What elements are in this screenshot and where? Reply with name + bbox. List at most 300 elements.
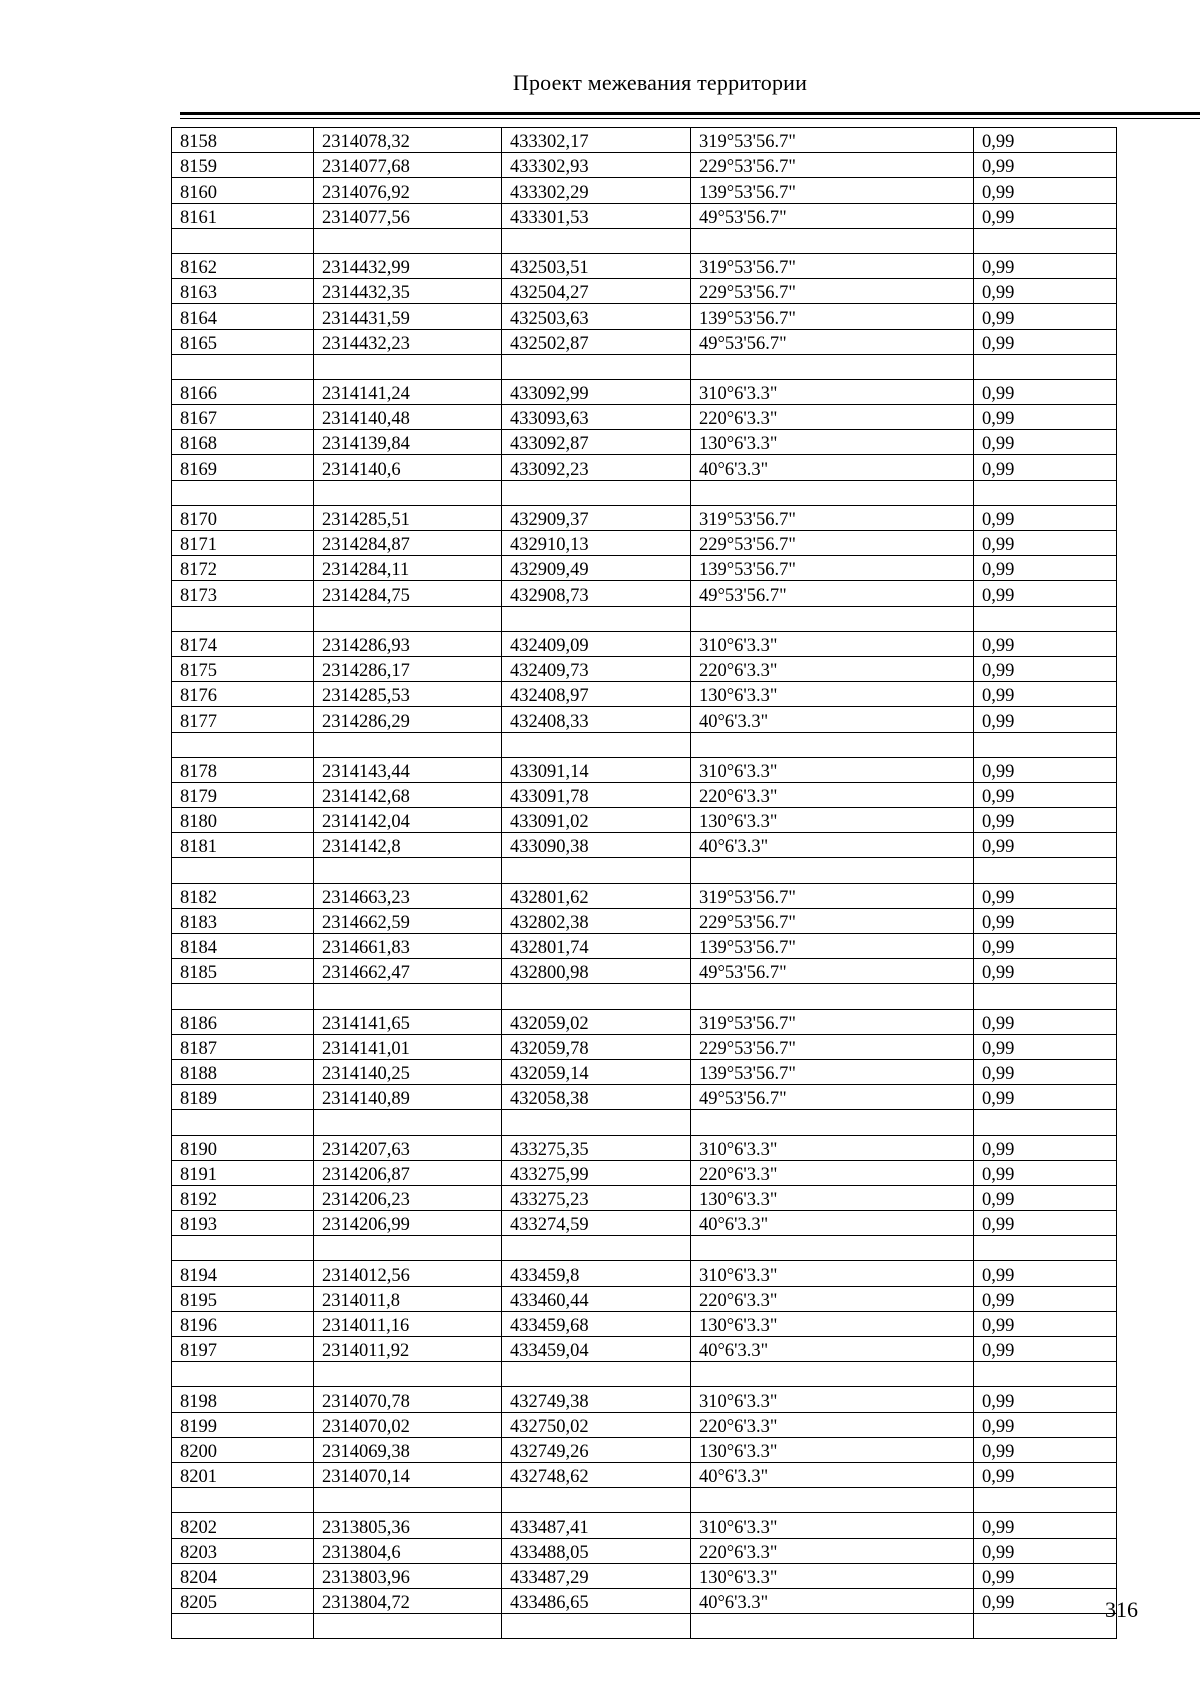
x-coordinate-cell: 2314011,8 (314, 1286, 502, 1311)
table-row (172, 757, 1117, 782)
distance-cell: 0,99 (974, 1085, 1117, 1110)
point-number-cell: 8181 (172, 833, 314, 858)
empty-cell (172, 480, 314, 505)
point-number-cell: 8165 (172, 329, 314, 354)
point-number-cell: 8184 (172, 934, 314, 959)
distance-cell: 0,99 (974, 505, 1117, 530)
empty-cell (691, 228, 974, 253)
separator-row (172, 606, 1117, 631)
point-number-cell: 8160 (172, 178, 314, 203)
table-row (172, 128, 1117, 153)
table-row (172, 1059, 1117, 1084)
distance-cell: 0,99 (974, 656, 1117, 681)
table-row (172, 1412, 1117, 1437)
table-row (172, 279, 1117, 304)
empty-cell (172, 732, 314, 757)
y-coordinate-cell: 432059,14 (502, 1059, 691, 1084)
separator-row (172, 1110, 1117, 1135)
x-coordinate-cell: 2313803,96 (314, 1563, 502, 1588)
x-coordinate-cell: 2313804,6 (314, 1538, 502, 1563)
point-number-cell: 8195 (172, 1286, 314, 1311)
x-coordinate-cell: 2314284,87 (314, 531, 502, 556)
distance-cell: 0,99 (974, 556, 1117, 581)
y-coordinate-cell: 433302,29 (502, 178, 691, 203)
distance-cell: 0,99 (974, 1412, 1117, 1437)
point-number-cell: 8187 (172, 1034, 314, 1059)
point-number-cell: 8192 (172, 1185, 314, 1210)
table-row (172, 631, 1117, 656)
x-coordinate-cell: 2314206,99 (314, 1211, 502, 1236)
empty-cell (974, 1488, 1117, 1513)
distance-cell: 0,99 (974, 1337, 1117, 1362)
x-coordinate-cell: 2314432,35 (314, 279, 502, 304)
y-coordinate-cell: 432749,26 (502, 1437, 691, 1462)
point-number-cell: 8197 (172, 1337, 314, 1362)
point-number-cell: 8199 (172, 1412, 314, 1437)
y-coordinate-cell: 433093,63 (502, 405, 691, 430)
x-coordinate-cell: 2314140,89 (314, 1085, 502, 1110)
y-coordinate-cell: 433460,44 (502, 1286, 691, 1311)
x-coordinate-cell: 2314432,23 (314, 329, 502, 354)
direction-angle-cell: 130°6'3.3" (691, 808, 974, 833)
y-coordinate-cell: 432802,38 (502, 908, 691, 933)
empty-cell (974, 354, 1117, 379)
y-coordinate-cell: 432059,02 (502, 1009, 691, 1034)
empty-cell (314, 732, 502, 757)
direction-angle-cell: 310°6'3.3" (691, 379, 974, 404)
distance-cell: 0,99 (974, 833, 1117, 858)
empty-cell (974, 984, 1117, 1009)
y-coordinate-cell: 433302,17 (502, 128, 691, 153)
distance-cell: 0,99 (974, 531, 1117, 556)
direction-angle-cell: 310°6'3.3" (691, 757, 974, 782)
separator-row (172, 858, 1117, 883)
table-row (172, 883, 1117, 908)
empty-cell (691, 858, 974, 883)
direction-angle-cell: 220°6'3.3" (691, 656, 974, 681)
distance-cell: 0,99 (974, 631, 1117, 656)
x-coordinate-cell: 2314206,23 (314, 1185, 502, 1210)
empty-cell (974, 1236, 1117, 1261)
table-row (172, 1160, 1117, 1185)
point-number-cell: 8196 (172, 1311, 314, 1336)
empty-cell (502, 984, 691, 1009)
direction-angle-cell: 139°53'56.7" (691, 304, 974, 329)
direction-angle-cell: 220°6'3.3" (691, 1286, 974, 1311)
empty-cell (691, 1362, 974, 1387)
table-row (172, 1387, 1117, 1412)
table-row (172, 1261, 1117, 1286)
direction-angle-cell: 139°53'56.7" (691, 178, 974, 203)
direction-angle-cell: 49°53'56.7" (691, 203, 974, 228)
distance-cell: 0,99 (974, 279, 1117, 304)
table-row (172, 253, 1117, 278)
table-row (172, 1085, 1117, 1110)
separator-row (172, 480, 1117, 505)
x-coordinate-cell: 2314284,11 (314, 556, 502, 581)
x-coordinate-cell: 2314285,51 (314, 505, 502, 530)
y-coordinate-cell: 433275,35 (502, 1135, 691, 1160)
empty-cell (314, 1110, 502, 1135)
empty-cell (172, 606, 314, 631)
empty-cell (691, 606, 974, 631)
point-number-cell: 8183 (172, 908, 314, 933)
direction-angle-cell: 220°6'3.3" (691, 782, 974, 807)
table-row (172, 1513, 1117, 1538)
y-coordinate-cell: 433275,99 (502, 1160, 691, 1185)
distance-cell: 0,99 (974, 1538, 1117, 1563)
x-coordinate-cell: 2314077,68 (314, 153, 502, 178)
separator-row (172, 228, 1117, 253)
point-number-cell: 8202 (172, 1513, 314, 1538)
empty-cell (691, 984, 974, 1009)
separator-row (172, 354, 1117, 379)
coordinates-table (171, 127, 1117, 1639)
table-row (172, 1563, 1117, 1588)
empty-cell (172, 984, 314, 1009)
point-number-cell: 8176 (172, 682, 314, 707)
direction-angle-cell: 130°6'3.3" (691, 1311, 974, 1336)
y-coordinate-cell: 433090,38 (502, 833, 691, 858)
table-row (172, 556, 1117, 581)
empty-cell (691, 1236, 974, 1261)
y-coordinate-cell: 433488,05 (502, 1538, 691, 1563)
empty-cell (691, 1488, 974, 1513)
direction-angle-cell: 229°53'56.7" (691, 908, 974, 933)
distance-cell: 0,99 (974, 1563, 1117, 1588)
x-coordinate-cell: 2314286,17 (314, 656, 502, 681)
direction-angle-cell: 310°6'3.3" (691, 1513, 974, 1538)
separator-row (172, 732, 1117, 757)
table-row (172, 430, 1117, 455)
separator-row (172, 1488, 1117, 1513)
table-row (172, 707, 1117, 732)
y-coordinate-cell: 433487,41 (502, 1513, 691, 1538)
table-row (172, 1135, 1117, 1160)
point-number-cell: 8204 (172, 1563, 314, 1588)
table-row (172, 1034, 1117, 1059)
table-row (172, 959, 1117, 984)
y-coordinate-cell: 432503,63 (502, 304, 691, 329)
direction-angle-cell: 319°53'56.7" (691, 505, 974, 530)
y-coordinate-cell: 432504,27 (502, 279, 691, 304)
y-coordinate-cell: 432909,49 (502, 556, 691, 581)
point-number-cell: 8158 (172, 128, 314, 153)
y-coordinate-cell: 432503,51 (502, 253, 691, 278)
y-coordinate-cell: 433486,65 (502, 1588, 691, 1613)
point-number-cell: 8161 (172, 203, 314, 228)
point-number-cell: 8167 (172, 405, 314, 430)
x-coordinate-cell: 2314206,87 (314, 1160, 502, 1185)
x-coordinate-cell: 2314141,24 (314, 379, 502, 404)
y-coordinate-cell: 433487,29 (502, 1563, 691, 1588)
empty-cell (314, 858, 502, 883)
empty-cell (314, 1488, 502, 1513)
y-coordinate-cell: 433091,02 (502, 808, 691, 833)
point-number-cell: 8166 (172, 379, 314, 404)
empty-cell (502, 732, 691, 757)
table-row (172, 455, 1117, 480)
table-row (172, 934, 1117, 959)
distance-cell: 0,99 (974, 1387, 1117, 1412)
empty-cell (502, 1614, 691, 1639)
point-number-cell: 8193 (172, 1211, 314, 1236)
table-row (172, 531, 1117, 556)
table-row (172, 1185, 1117, 1210)
y-coordinate-cell: 432909,37 (502, 505, 691, 530)
point-number-cell: 8171 (172, 531, 314, 556)
direction-angle-cell: 220°6'3.3" (691, 1412, 974, 1437)
point-number-cell: 8174 (172, 631, 314, 656)
point-number-cell: 8177 (172, 707, 314, 732)
distance-cell: 0,99 (974, 253, 1117, 278)
distance-cell: 0,99 (974, 757, 1117, 782)
x-coordinate-cell: 2314285,53 (314, 682, 502, 707)
empty-cell (502, 1488, 691, 1513)
empty-cell (172, 1614, 314, 1639)
point-number-cell: 8163 (172, 279, 314, 304)
x-coordinate-cell: 2314284,75 (314, 581, 502, 606)
empty-cell (974, 480, 1117, 505)
table-row (172, 1337, 1117, 1362)
distance-cell: 0,99 (974, 782, 1117, 807)
x-coordinate-cell: 2314070,02 (314, 1412, 502, 1437)
distance-cell: 0,99 (974, 430, 1117, 455)
empty-cell (314, 1362, 502, 1387)
x-coordinate-cell: 2314142,04 (314, 808, 502, 833)
point-number-cell: 8175 (172, 656, 314, 681)
distance-cell: 0,99 (974, 329, 1117, 354)
distance-cell: 0,99 (974, 883, 1117, 908)
x-coordinate-cell: 2314661,83 (314, 934, 502, 959)
y-coordinate-cell: 432408,33 (502, 707, 691, 732)
distance-cell: 0,99 (974, 405, 1117, 430)
point-number-cell: 8173 (172, 581, 314, 606)
y-coordinate-cell: 432749,38 (502, 1387, 691, 1412)
x-coordinate-cell: 2314663,23 (314, 883, 502, 908)
separator-row (172, 1236, 1117, 1261)
y-coordinate-cell: 432750,02 (502, 1412, 691, 1437)
distance-cell: 0,99 (974, 682, 1117, 707)
empty-cell (314, 354, 502, 379)
table-row (172, 1009, 1117, 1034)
direction-angle-cell: 49°53'56.7" (691, 581, 974, 606)
point-number-cell: 8169 (172, 455, 314, 480)
direction-angle-cell: 229°53'56.7" (691, 279, 974, 304)
point-number-cell: 8194 (172, 1261, 314, 1286)
empty-cell (314, 606, 502, 631)
direction-angle-cell: 310°6'3.3" (691, 631, 974, 656)
table-row (172, 329, 1117, 354)
y-coordinate-cell: 432801,62 (502, 883, 691, 908)
x-coordinate-cell: 2314141,65 (314, 1009, 502, 1034)
empty-cell (691, 732, 974, 757)
point-number-cell: 8200 (172, 1437, 314, 1462)
y-coordinate-cell: 432058,38 (502, 1085, 691, 1110)
direction-angle-cell: 319°53'56.7" (691, 253, 974, 278)
distance-cell: 0,99 (974, 128, 1117, 153)
direction-angle-cell: 49°53'56.7" (691, 329, 974, 354)
y-coordinate-cell: 432409,73 (502, 656, 691, 681)
x-coordinate-cell: 2314011,16 (314, 1311, 502, 1336)
x-coordinate-cell: 2314207,63 (314, 1135, 502, 1160)
empty-cell (691, 480, 974, 505)
distance-cell: 0,99 (974, 1261, 1117, 1286)
point-number-cell: 8164 (172, 304, 314, 329)
distance-cell: 0,99 (974, 1286, 1117, 1311)
y-coordinate-cell: 433092,23 (502, 455, 691, 480)
page-number: 316 (1105, 1597, 1138, 1622)
y-coordinate-cell: 432910,13 (502, 531, 691, 556)
distance-cell: 0,99 (974, 934, 1117, 959)
table-row (172, 1588, 1117, 1613)
x-coordinate-cell: 2314140,6 (314, 455, 502, 480)
direction-angle-cell: 130°6'3.3" (691, 430, 974, 455)
empty-cell (172, 228, 314, 253)
empty-cell (974, 1110, 1117, 1135)
direction-angle-cell: 310°6'3.3" (691, 1387, 974, 1412)
empty-cell (502, 1110, 691, 1135)
direction-angle-cell: 40°6'3.3" (691, 1211, 974, 1236)
empty-cell (974, 228, 1117, 253)
empty-cell (314, 228, 502, 253)
point-number-cell: 8159 (172, 153, 314, 178)
y-coordinate-cell: 433274,59 (502, 1211, 691, 1236)
direction-angle-cell: 319°53'56.7" (691, 883, 974, 908)
empty-cell (974, 606, 1117, 631)
distance-cell: 0,99 (974, 1513, 1117, 1538)
empty-cell (502, 606, 691, 631)
empty-cell (691, 1614, 974, 1639)
empty-cell (974, 1362, 1117, 1387)
distance-cell: 0,99 (974, 959, 1117, 984)
empty-cell (172, 1110, 314, 1135)
empty-cell (172, 858, 314, 883)
empty-cell (691, 1110, 974, 1135)
point-number-cell: 8190 (172, 1135, 314, 1160)
direction-angle-cell: 229°53'56.7" (691, 153, 974, 178)
x-coordinate-cell: 2314143,44 (314, 757, 502, 782)
separator-row (172, 1362, 1117, 1387)
direction-angle-cell: 130°6'3.3" (691, 1437, 974, 1462)
y-coordinate-cell: 433302,93 (502, 153, 691, 178)
x-coordinate-cell: 2314012,56 (314, 1261, 502, 1286)
separator-row (172, 1614, 1117, 1639)
direction-angle-cell: 130°6'3.3" (691, 1563, 974, 1588)
table-row (172, 379, 1117, 404)
x-coordinate-cell: 2314140,48 (314, 405, 502, 430)
distance-cell: 0,99 (974, 1185, 1117, 1210)
direction-angle-cell: 139°53'56.7" (691, 1059, 974, 1084)
point-number-cell: 8168 (172, 430, 314, 455)
point-number-cell: 8189 (172, 1085, 314, 1110)
direction-angle-cell: 229°53'56.7" (691, 1034, 974, 1059)
distance-cell: 0,99 (974, 1211, 1117, 1236)
point-number-cell: 8180 (172, 808, 314, 833)
table-row (172, 405, 1117, 430)
table-row (172, 304, 1117, 329)
x-coordinate-cell: 2314141,01 (314, 1034, 502, 1059)
point-number-cell: 8178 (172, 757, 314, 782)
direction-angle-cell: 319°53'56.7" (691, 1009, 974, 1034)
empty-cell (502, 228, 691, 253)
empty-cell (691, 354, 974, 379)
table-row (172, 808, 1117, 833)
document-title: Проект межевания территории (512, 70, 808, 95)
empty-cell (502, 1362, 691, 1387)
y-coordinate-cell: 432748,62 (502, 1462, 691, 1487)
y-coordinate-cell: 432800,98 (502, 959, 691, 984)
point-number-cell: 8172 (172, 556, 314, 581)
x-coordinate-cell: 2313805,36 (314, 1513, 502, 1538)
direction-angle-cell: 40°6'3.3" (691, 455, 974, 480)
x-coordinate-cell: 2314076,92 (314, 178, 502, 203)
table-row (172, 203, 1117, 228)
x-coordinate-cell: 2314142,68 (314, 782, 502, 807)
x-coordinate-cell: 2314140,25 (314, 1059, 502, 1084)
point-number-cell: 8185 (172, 959, 314, 984)
empty-cell (314, 480, 502, 505)
page-header (0, 70, 1200, 96)
distance-cell: 0,99 (974, 808, 1117, 833)
table-row (172, 581, 1117, 606)
y-coordinate-cell: 433091,78 (502, 782, 691, 807)
y-coordinate-cell: 433301,53 (502, 203, 691, 228)
direction-angle-cell: 310°6'3.3" (691, 1261, 974, 1286)
empty-cell (172, 1488, 314, 1513)
y-coordinate-cell: 433459,8 (502, 1261, 691, 1286)
distance-cell: 0,99 (974, 1160, 1117, 1185)
direction-angle-cell: 220°6'3.3" (691, 1160, 974, 1185)
distance-cell: 0,99 (974, 379, 1117, 404)
x-coordinate-cell: 2314142,8 (314, 833, 502, 858)
empty-cell (172, 1362, 314, 1387)
distance-cell: 0,99 (974, 1588, 1117, 1613)
direction-angle-cell: 220°6'3.3" (691, 1538, 974, 1563)
distance-cell: 0,99 (974, 153, 1117, 178)
point-number-cell: 8170 (172, 505, 314, 530)
x-coordinate-cell: 2314286,93 (314, 631, 502, 656)
table-row (172, 656, 1117, 681)
empty-cell (314, 1614, 502, 1639)
point-number-cell: 8182 (172, 883, 314, 908)
distance-cell: 0,99 (974, 1437, 1117, 1462)
table-row (172, 782, 1117, 807)
table-row (172, 153, 1117, 178)
direction-angle-cell: 139°53'56.7" (691, 556, 974, 581)
direction-angle-cell: 139°53'56.7" (691, 934, 974, 959)
x-coordinate-cell: 2314070,14 (314, 1462, 502, 1487)
y-coordinate-cell: 432409,09 (502, 631, 691, 656)
direction-angle-cell: 130°6'3.3" (691, 1185, 974, 1210)
direction-angle-cell: 40°6'3.3" (691, 1337, 974, 1362)
empty-cell (974, 858, 1117, 883)
direction-angle-cell: 40°6'3.3" (691, 1462, 974, 1487)
table-row (172, 908, 1117, 933)
distance-cell: 0,99 (974, 908, 1117, 933)
table-row (172, 682, 1117, 707)
distance-cell: 0,99 (974, 1009, 1117, 1034)
direction-angle-cell: 220°6'3.3" (691, 405, 974, 430)
x-coordinate-cell: 2314286,29 (314, 707, 502, 732)
point-number-cell: 8162 (172, 253, 314, 278)
distance-cell: 0,99 (974, 707, 1117, 732)
distance-cell: 0,99 (974, 304, 1117, 329)
direction-angle-cell: 49°53'56.7" (691, 959, 974, 984)
x-coordinate-cell: 2314070,78 (314, 1387, 502, 1412)
empty-cell (172, 354, 314, 379)
x-coordinate-cell: 2314069,38 (314, 1437, 502, 1462)
